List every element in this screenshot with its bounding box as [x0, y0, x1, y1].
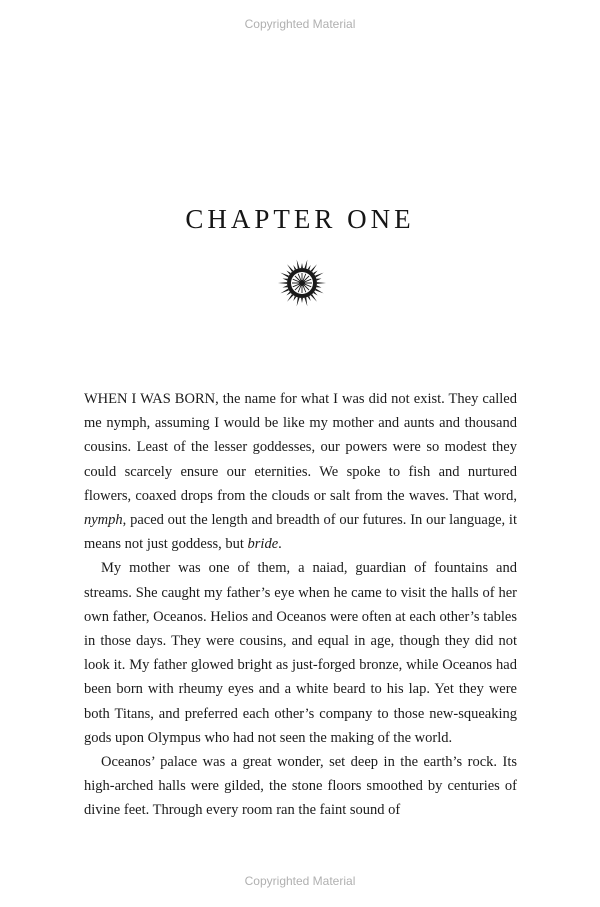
paragraph-3-text: Oceanos’ palace was a great wonder, set deep in the earth’s rock. Its high-arched halls were gilded, the stone floors smoothed by centuries of divine feet. Through every room ran the faint sound of — [84, 754, 517, 819]
chapter-body — [84, 387, 517, 823]
watermark-top: Copyrighted Material — [244, 17, 356, 31]
paragraph-1 — [84, 387, 517, 556]
paragraph-1-text-b: , paced out the length and breadth of our futures. In our language, it means not just goddess, but — [84, 512, 517, 553]
paragraph-1-text-a: the name for what I was did not exist. They called me nymph, assuming I would be like my mother and aunts and thousand cousins. Least of the lesser goddesses, our powers were so modest they could scarcely ensure our eternities. We spoke to fish and nurtured flowers, coaxed drops from the clouds or salt from the waves. That word, — [84, 391, 517, 504]
sunburst-ornament-icon — [276, 257, 328, 309]
paragraph-3 — [84, 750, 517, 823]
paragraph-2: My mother was one of them, a naiad, guardian of fountains and streams. She caught my father’s eye when he came to visit the halls of her own father, Oceanos. Helios and Oceanos were often at each other’s tables in those days. They were cousins, and equal in age, though they did not look it. My father glowed bright as just-forged bronze, while Oceanos had been born with rheumy eyes and a white beard to his lap. Yet they were both Titans, and preferred each other’s company to those new-squeaking gods upon Olympus who had not seen the making of the world. — [84, 560, 517, 746]
watermark-bottom: Copyrighted Material — [244, 874, 356, 888]
opening-words: WHEN I WAS BORN, — [84, 391, 219, 407]
paragraph-1-text-c: . — [278, 536, 282, 553]
italic-nymph: nymph — [84, 512, 123, 529]
chapter-title: CHAPTER ONE — [185, 204, 415, 234]
italic-bride: bride — [247, 536, 279, 553]
